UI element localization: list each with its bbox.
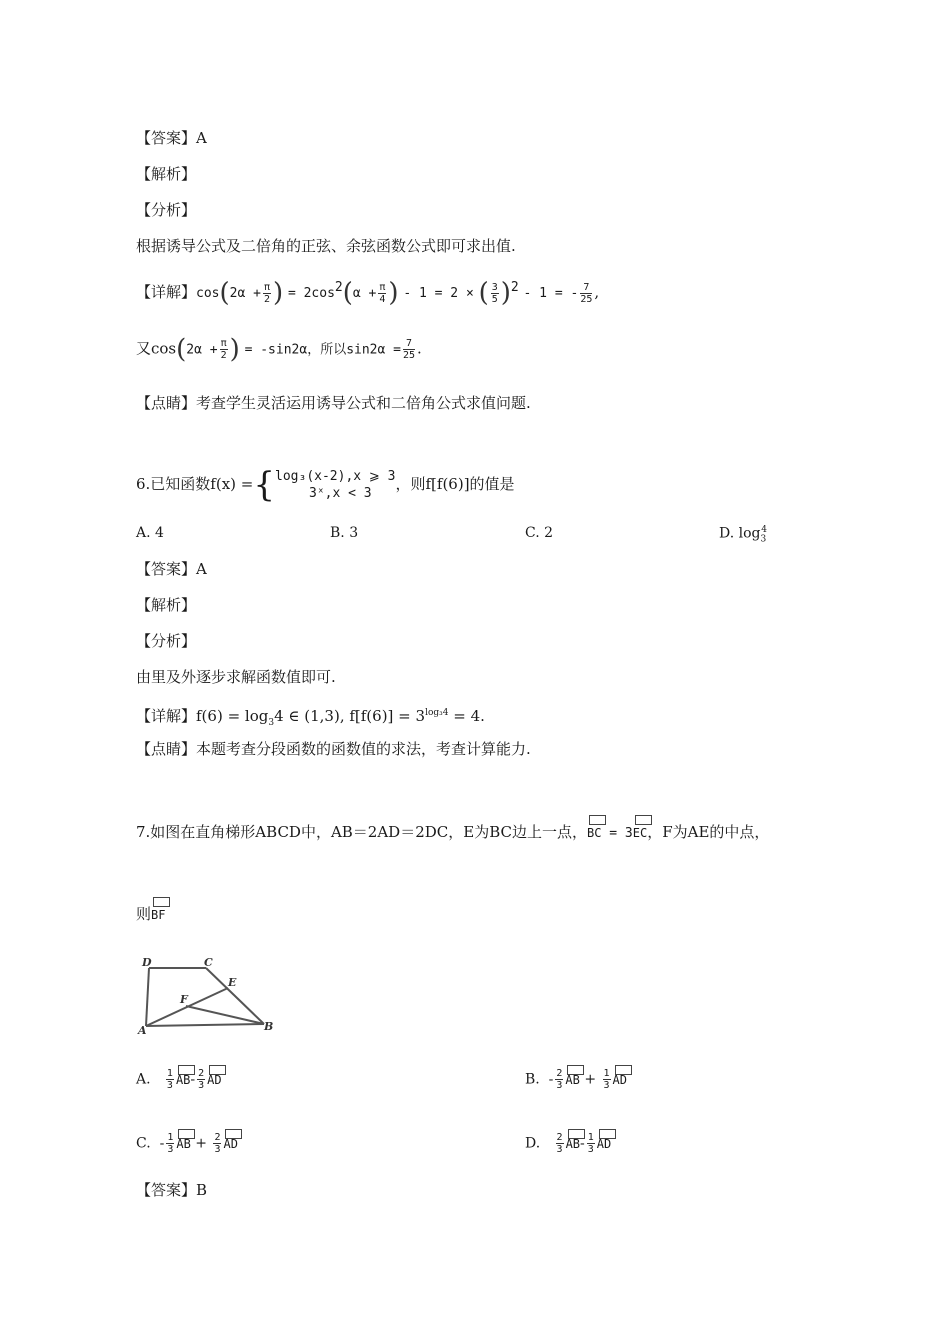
label-a: A (138, 1024, 147, 1037)
segment-fb (186, 1006, 264, 1024)
question-7-then: 则BF (136, 905, 166, 923)
label-e: E (228, 976, 237, 989)
basis-6: 由里及外逐步求解函数值即可. (136, 668, 336, 686)
label-f: F (180, 993, 188, 1006)
analysis-6: 【解析】 (136, 596, 197, 614)
edge-da (146, 968, 149, 1026)
question-6: 6.已知函数f(x) ={ log₃(x-2),x ⩾ 3 3ˣ,x < 3 ，则f[f(6)]的值是 (136, 465, 515, 505)
question-7: 7.如图在直角梯形ABCD中，AB＝2AD＝2DC，E为BC边上一点，BC = 3EC，F为AE的中点， (136, 823, 770, 841)
also-5: 又cos(2α + $\frac{\pi}{2}$ ) = -sin2α，所以sin2α = $\frac{7}{25}$ . (136, 334, 422, 365)
q7-option-c: C. - $\frac{1}{3}$ AB + $\frac{2}{3}$ AD (136, 1132, 238, 1155)
q7-option-d: D. $\frac{2}{3}$ AB- $\frac{1}{3}$ AD (525, 1132, 612, 1155)
detail-5: 【详解】cos(2α + $\frac{\pi}{2}$ ) = $2\cos^2(\alpha$ + $\frac{\pi}{4}$ ) - 1 = 2 × ( $\frac{3}{5}$ )$^2$ - 1 = - $\frac{7}{25}$ , (136, 278, 600, 308)
q7-option-b: B. - $\frac{2}{3}$ AB + $\frac{1}{3}$ AD (525, 1068, 627, 1091)
edge-ab (146, 1024, 264, 1026)
label-c: C (204, 956, 213, 969)
basis-5: 根据诱导公式及二倍角的正弦、余弦函数公式即可求出值. (136, 237, 516, 255)
label-b: B (264, 1020, 274, 1033)
answer-6: 【答案】A (136, 560, 207, 578)
q6-option-a: A. 4 (136, 525, 164, 541)
analysis-5: 【解析】 (136, 165, 197, 183)
q6-option-c: C. 2 (525, 525, 554, 541)
label-d: D (142, 956, 152, 969)
detail-6: 【详解】$f(6) = \log_34$ ∈ (1,3), $f[f(6)] = 3^{log_34} = 4$. (136, 707, 485, 728)
trapezoid-figure (136, 950, 286, 1042)
reasoning-6: 【分析】 (136, 632, 197, 650)
q7-option-a: A. $\frac{1}{3}$ AB- $\frac{2}{3}$ AD (136, 1068, 222, 1091)
answer-7: 【答案】B (136, 1181, 208, 1199)
q6-option-d: D. $\log_3^4$ (719, 525, 767, 545)
comment-5: 【点睛】考查学生灵活运用诱导公式和二倍角公式求值问题. (136, 394, 531, 412)
q6-option-b: B. 3 (330, 525, 359, 541)
detail-label: 【详解】 (136, 283, 197, 301)
answer-5: 【答案】A (136, 129, 207, 147)
comment-6: 【点睛】本题考查分段函数的函数值的求法，考查计算能力. (136, 740, 531, 758)
reasoning-5: 【分析】 (136, 201, 197, 219)
